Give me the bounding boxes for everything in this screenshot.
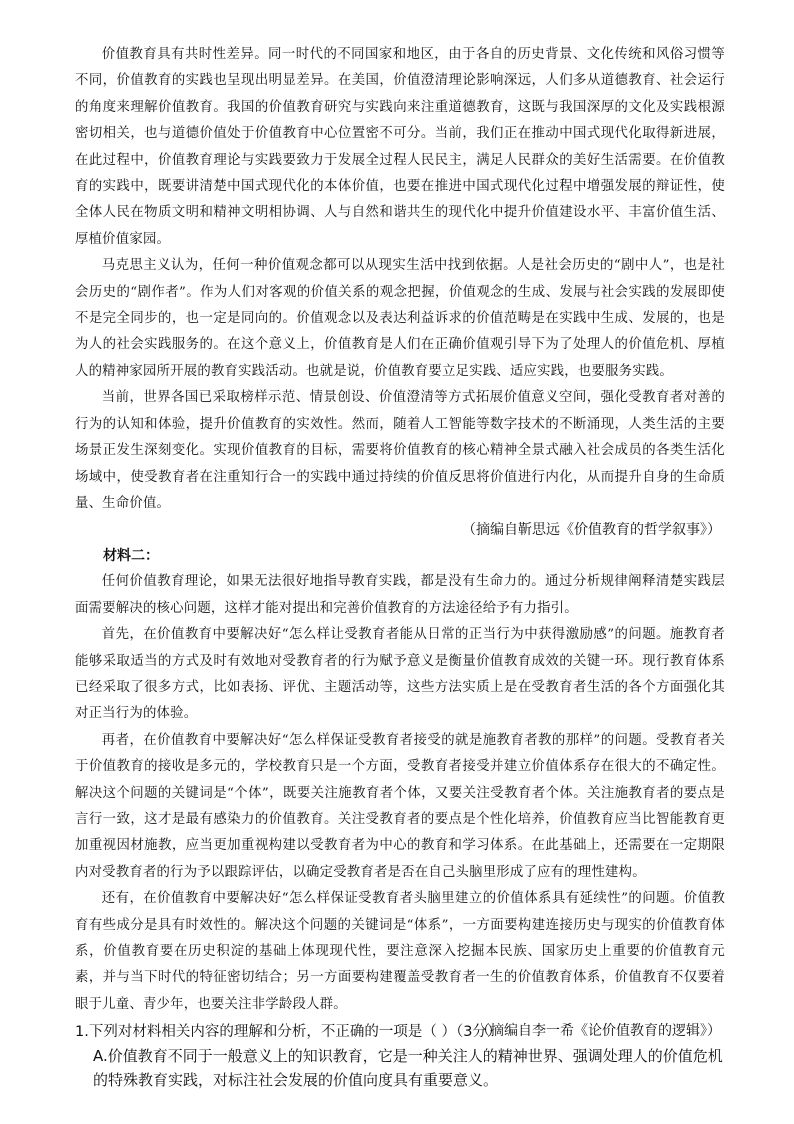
material1-paragraph-2: 马克思主义认为，任何一种价值观念都可以从现实生活中找到依据。人是社会历史的“剧中人”，也是社会历史的“剧作者”。作为人们对客观的价值关系的观念把握，价值观念的生成、发展与社会实践的发展即使不是完全同步的，也一定是同向的。价值观念以及表达利益诉求的价值范畴是在实践中生成、发展的，也是为人的社会实践服务的。在这个意义上，价值教育是人们在正确价值观引导下为了处理人的价值危机、厚植人的精神家园所开展的教育实践活动。也就是说，价值教育要立足实践、适应实践，也要服务实践。 — [75, 258, 725, 379]
option-a-line-1: A.价值教育不同于一般意义上的知识教育，它是一种关注人的精神世界、强调处理人的价值危机 — [93, 1047, 723, 1065]
document-body — [75, 42, 725, 1044]
material2-heading: 材料二： — [103, 548, 159, 565]
material2-paragraph-2: 首先，在价值教育中要解决好“怎么样让受教育者能从日常的正当行为中获得激励感”的问题。施教育者能够采取适当的方式及时有效地对受教育者的行为赋予意义是衡量价值教育成效的关键一环。现行教育体系已经采取了很多方式，比如表扬、评优、主题活动等，这些方法实质上是在受教育者生活的各个方面强化其对正当行为的体验。 — [75, 627, 725, 722]
material2-paragraph-4: 还有，在价值教育中要解决好“怎么样保证受教育者头脑里建立的价值体系具有延续性”的问题。价值教育有些成分是具有时效性的。解决这个问题的关键词是“体系”，一方面要构建连接历史与现实的价值教育体系，价值教育要在历史积淀的基础上体现现代性，要注意深入挖掘本民族、国家历史上重要的价值教育元素，并与当下时代的特征密切结合；另一方面要构建覆盖受教育者一生的价值教育体系，价值教育不仅要着眼于儿童、青少年，也要关注非学龄段人群。 — [75, 891, 725, 1012]
material1-source: （摘编自靳思远《价值教育的哲学叙事》） — [462, 522, 721, 539]
material2-paragraph-1: 任何价值教育理论，如果无法很好地指导教育实践，都是没有生命力的。通过分析规律阐释清楚实践层面需要解决的核心问题，这样才能对提出和完善价值教育的方法途径给予有力指引。 — [75, 574, 725, 616]
material1-paragraph-1: 价值教育具有共时性差异。同一时代的不同国家和地区，由于各自的历史背景、文化传统和风俗习惯等不同，价值教育的实践也呈现出明显差异。在美国，价值澄清理论影响深远，人们多从道德教育、社会运行的角度来理解价值教育。我国的价值教育研究与实践向来注重道德教育，这既与我国深厚的文化及实践根源密切相关，也与道德价值处于价值教育中心位置密不可分。当前，我们正在推动中国式现代化取得新进展，在此过程中，价值教育理论与实践要致力于发展全过程人民民主，满足人民群众的美好生活需要。在价值教育的实践中，既要讲清楚中国式现代化的本体价值，也要在推进中国式现代化过程中增强发展的辩证性，使全体人民在物质文明和精神文明相协调、人与自然和谐共生的现代化中提升价值建设水平、丰富价值生活、厚植价值家园。 — [75, 47, 725, 247]
question-1 — [75, 1020, 735, 1092]
option-a-line-2: 的特殊教育实践，对标注社会发展的价值向度具有重要意义。 — [93, 1071, 499, 1089]
material2-source: （摘编自李一希《论价值教育的逻辑》） — [476, 1023, 721, 1040]
material1-paragraph-3: 当前，世界各国已采取榜样示范、情景创设、价值澄清等方式拓展价值意义空间，强化受教育者对善的行为的认知和体验，提升价值教育的实效性。然而，随着人工智能等数字技术的不断涌现，人类生活的主要场景正发生深刻变化。实现价值教育的目标，需要将价值教育的核心精神全景式融入社会成员的各类生活化场域中，使受教育者在注重知行合一的实践中通过持续的价值反思将价值进行内化，从而提升自身的生命质量、生命价值。 — [75, 390, 725, 511]
question-1-stem: 1.下列对材料相关内容的理解和分析，不正确的一项是（ ）（3分） — [75, 1024, 502, 1040]
material2-paragraph-3: 再者，在价值教育中要解决好“怎么样保证受教育者接受的就是施教育者教的那样”的问题。受教育者关于价值教育的接收是多元的，学校教育只是一个方面，受教育者接受并建立价值体系存在很大的不确定性。解决这个问题的关键词是“个体”，既要关注施教育者个体，又要关注受教育者个体。关注施教育者的要点是言行一致，这才是最有感染力的价值教育。关注受教育者的要点是个性化培养，价值教育应当比智能教育更加重视因材施教，应当更加重视构建以受教育者为中心的教育和学习体系。在此基础上，还需要在一定期限内对受教育者的行为予以跟踪评估，以确定受教育者是否在自己头脑里形成了应有的理性建构。 — [75, 732, 725, 880]
question-1-option-a — [75, 1044, 735, 1092]
